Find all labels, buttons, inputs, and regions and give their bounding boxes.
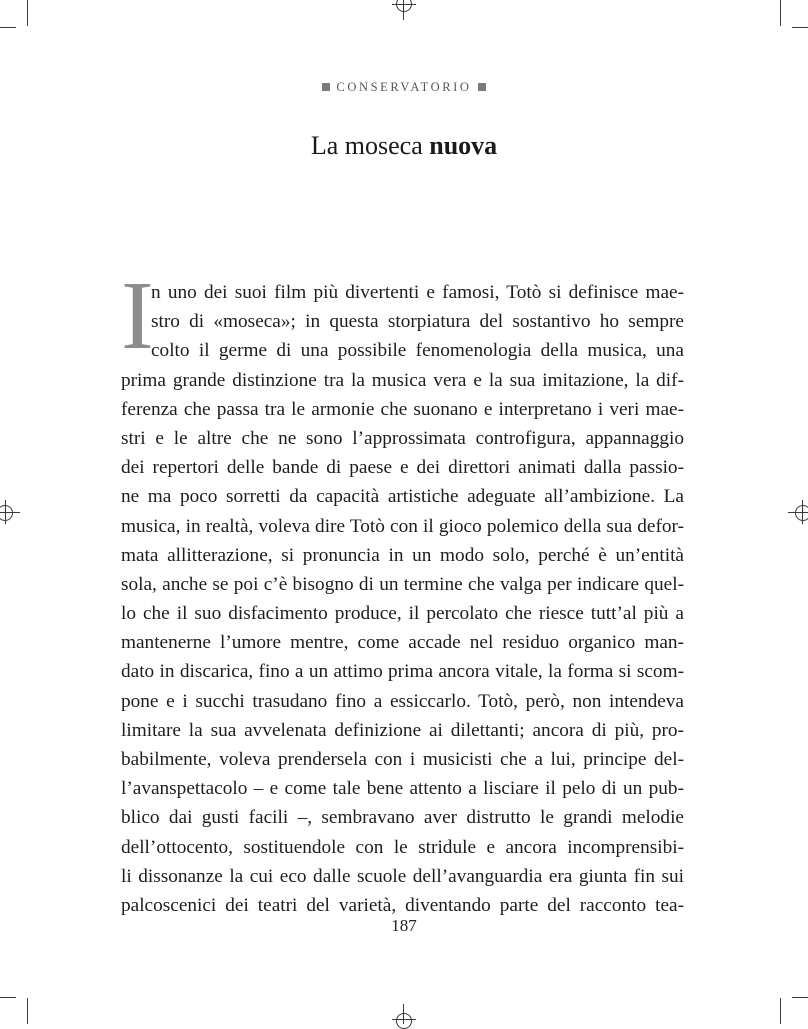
text-line: ne ma poco sorretti da capacità artistiche adeguate all’ambizione. La [121,486,684,508]
registration-mark-left-ring [0,505,13,521]
crop-mark-bottom-right-h [792,997,808,998]
text-line: dei repertori delle bande di paese e dei direttori animati dalla passio- [121,457,684,479]
text-line: stri e le altre che ne sono l’approssimata controfigura, appannaggio [121,427,684,449]
crop-mark-top-left-h [0,27,16,28]
crop-mark-top-right [780,0,781,26]
text-line: ferenza che passa tra le armonie che suonano e interpretano i veri mae- [121,398,684,420]
registration-mark-right-ring [795,505,808,521]
text-line: l’avanspettacolo – e come tale bene attento a lisciare il pelo di un pub- [121,778,684,800]
text-line: prima grande distinzione tra la musica vera e la sua imitazione, la dif- [121,369,684,391]
text-line: dell’ottocento, sostituendole con le stridule e ancora incomprensibi- [121,836,684,858]
running-head-label: CONSERVATORIO [336,80,472,94]
text-line: mantenerne l’umore mentre, come accade nel residuo organico man- [121,632,684,654]
crop-mark-bottom-left-h [0,997,16,998]
text-line: colto il germe di una possibile fenomenologia della musica, una [151,340,684,362]
text-line: palcoscenici dei teatri del varietà, diventando parte del racconto tea- [121,894,684,916]
square-bullet-icon [478,83,486,91]
text-line: stro di «moseca»; in questa storpiatura del sostantivo ho sempre [151,311,684,333]
square-bullet-icon [322,83,330,91]
chapter-title [0,131,808,161]
registration-mark-bottom-ring [396,1013,412,1029]
crop-mark-bottom-right [780,998,781,1024]
crop-mark-top-right-h [792,27,808,28]
text-line: musica, in realtà, voleva dire Totò con il gioco polemico della sua defor- [121,515,684,537]
text-line: mata allitterazione, si pronuncia in un modo solo, perché è un’entità [121,544,684,566]
text-line: lo che il suo disfacimento produce, il percolato che riesce tutt’al più a [121,603,684,625]
chapter-title-bold: nuova [429,131,498,160]
text-line: blico dai gusti facili –, sembravano aver distrutto le grandi melodie [121,807,684,829]
page-number: 187 [391,916,417,935]
chapter-title-plain: La moseca [310,131,430,160]
text-line: n uno dei suoi film più divertenti e famosi, Totò si definisce mae- [151,282,684,303]
text-line: li dissonanze la cui eco dalle scuole dell’avanguardia era giunta fin sui [121,865,684,887]
registration-mark-top-ring [396,0,412,12]
running-head [0,80,808,95]
text-line: dato in discarica, fino a un attimo prima ancora vitale, la forma si scom- [121,661,684,683]
text-line: babilmente, voleva prendersela con i musicisti che a lui, principe del- [121,749,684,770]
crop-mark-top-left [27,0,28,26]
text-line: sola, anche se poi c’è bisogno di un termine che valga per indicare quel- [121,573,684,595]
text-line: limitare la sua avvelenata definizione ai dilettanti; ancora di più, pro- [121,719,684,741]
body-text [121,278,684,920]
crop-mark-bottom-left [27,998,28,1024]
text-line: pone e i succhi trasudano fino a essiccarlo. Totò, però, non intendeva [121,690,684,712]
drop-cap: I [121,262,154,370]
